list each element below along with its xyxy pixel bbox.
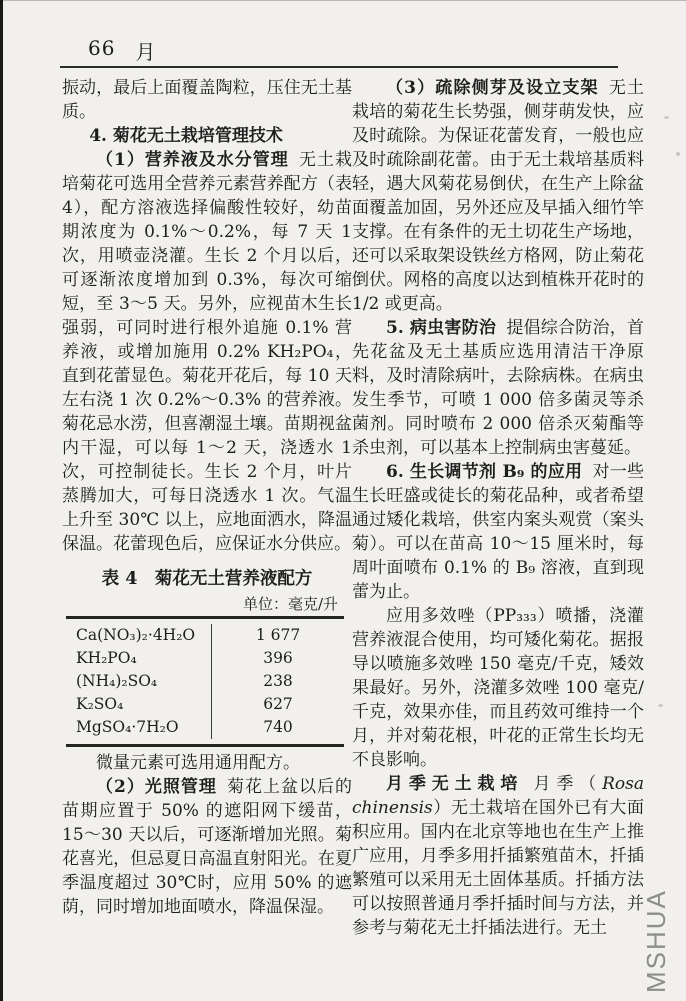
right-column [352,76,644,940]
paragraph-lead: 5. 病虫害防治 [386,318,497,338]
paragraph-lead: （1）营养液及水分管理 [96,150,289,170]
table-title: 表 4 菊花无土营养液配方 [101,569,313,589]
table-cell-compound: MgSO₄·7H₂O [66,716,212,739]
section-4-heading: 4. 菊花无土栽培管理技术 [89,126,283,146]
paragraph-body: 菊花上盆以后的苗期应置于 50% 的遮阳网下缓苗，15～30 天以后，可逐渐增加光照。菊花喜光，但忌夏日高温直射阳光。在夏季温度超过 30℃时，应用 50% 的遮荫，同时增加地面喷水，降温保湿。 [62,777,352,917]
paragraph-lead: 6. 生长调节剂 B₉ 的应用 [386,462,583,482]
page-number: 66 [88,36,116,60]
left-column [62,76,352,919]
paragraph-trace-elements: 微量元素可选用通用配方。 [96,753,300,773]
table-row [66,647,344,670]
paragraph-body-post: ）无土栽培在国外已有大面积应用。国内在北京等地也在生产上推广应用，月季多用扦插繁殖苗木，扦插繁殖可以采用无土固体基质。扦插方法可以按照普通月季扦插时间与方法，并参考与菊花无土扦插法进行。无土 [352,798,644,938]
chapter-marker: 月 [135,40,157,64]
table-cell-amount: 396 [263,649,293,667]
table-cell-amount: 627 [263,695,293,713]
table-cell-compound: Ca(NO₃)₂·4H₂O [66,624,212,647]
table-cell-compound: K₂SO₄ [66,693,212,716]
paragraph-paclobutrazol: 应用多效唑（PP₃₃₃）喷播，浇灌营养液混合使用，均可矮化菊花。据报导以喷施多效唑 150 毫克/千克，矮效果最好。另外，浇灌多效唑 100 毫克/千克，效果亦佳，而且药效可维持一个月，并对菊花根，叶花的正常生长均无不良影响。 [352,606,644,770]
paragraph-body: 无土栽培的菊花生长势强，侧芽萌发快，应及时疏除。为保证花蕾发育，一般也应及时疏除副花蕾。由于无土栽培基质料轻，遇大风菊花易倒伏，在生产上除盆面覆盖加固，另外还应及早插入细竹竿支撑。在有条件的无土切花生产场地，还可以采取架设铁丝方格网，防止菊花倒伏。网格的高度以达到植株开花时的 1/2 或更高。 [352,78,645,314]
paragraph-continuation: 振动，最后上面覆盖陶粒，压住无土基质。 [62,78,352,122]
scan-artifact [676,152,680,156]
paragraph-light-management [62,775,352,919]
paragraph-body: 提倡综合防治，首先花盆及无土基质应选用清洁干净原料，及时清除病叶，去除病株。在病虫发生季节，可喷 1 000 倍多菌灵等杀菌剂。同时喷布 2 000 倍杀灭菊酯等杀虫剂，可以基本上控制病虫害蔓延。 [352,318,645,458]
table-unit-label: 单位：毫克/升 [242,595,338,613]
paragraph-rose-soilless [352,772,644,940]
paragraph-lead: （2）光照管理 [96,777,217,797]
table-grid [66,616,344,747]
latin-species-name: Rosa chinensis [352,774,645,818]
table-cell-amount: 1 677 [255,626,301,644]
paragraph-lead: （3）疏除侧芽及设立支架 [386,78,599,98]
scan-edge-top [0,0,686,1]
paragraph-body-pre: 月季（ [533,774,603,794]
paragraph-side-shoots [352,76,644,316]
header-rule [60,66,618,68]
table-row [66,693,344,716]
table-cell-amount: 238 [263,672,293,690]
table-cell-amount: 740 [263,718,293,736]
table-row [66,716,344,739]
nutrient-table [62,566,352,747]
scan-artifact [664,116,669,119]
page-header [88,36,156,65]
paragraph-body: 无土栽培菊花可选用全营养元素营养配方（表4），配方溶液选择偏酸性较好，幼苗期浓度为 0.1%～0.2%，每 7 天 1 次，用喷壶浇灌。生长 2 个月以后，可逐渐浓度增加到 0.3%，每次可缩短，至 3～5 天。另外，应视苗木生长强弱，可同时进行根外追施 0.1% 营养液，或增加施用 0.2% KH₂PO₄，直到花蕾显色。菊花开花后，每 10 天左右浇 1 次 0.2%～0.3% 的营养液。菊花忌水涝，但喜潮湿土壤。苗期视盆内干湿，可以每 1～2 天，浇透水 1 次，可控制徒长。生长 2 个月，叶片蒸腾加大，可每日浇透水 1 次。气温上升至 30℃ 以上，应地面洒水，降温保温。花蕾现色后，应保证水分供应。 [62,150,352,554]
scan-artifact [658,704,663,707]
table-cell-compound: KH₂PO₄ [66,647,212,670]
paragraph-body: 对一些生长旺盛或徒长的菊花品种，或者希望通过矮化栽培，供室内案头观赏（案头菊）。可以在苗高 10～15 厘米时，每周叶面喷布 0.1% 的 B₉ 溶液，直到现蕾为止。 [352,462,644,602]
scan-edge-left [0,0,3,1001]
watermark: MSHUA [641,889,671,993]
paragraph-lead: 月季无土栽培 [386,774,524,794]
table-row [66,624,344,647]
paragraph-growth-regulator [352,460,644,604]
table-row [66,670,344,693]
paragraph-pest-control [352,316,644,460]
paragraph-nutrient-management [62,148,352,556]
table-cell-compound: (NH₄)₂SO₄ [66,670,212,693]
